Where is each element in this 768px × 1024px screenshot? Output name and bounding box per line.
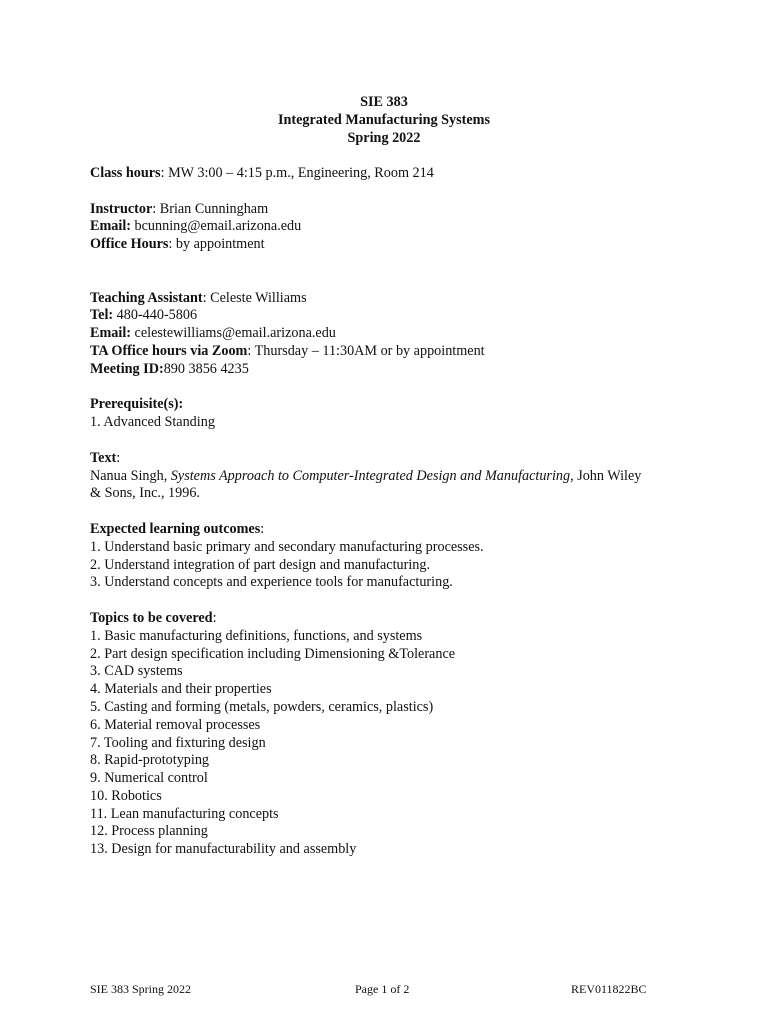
ta-email — [90, 325, 690, 343]
list-item: 11. Lean manufacturing concepts — [90, 805, 279, 822]
outcomes-label: Expected learning outcomes — [90, 520, 261, 537]
instructor-value: : Brian Cunningham — [152, 200, 269, 217]
ta-meeting-id — [90, 361, 690, 379]
textbook-title: Systems Approach to Computer-Integrated Design and Manufacturing — [170, 467, 571, 484]
list-item: 6. Material removal processes — [90, 716, 261, 733]
office-hours-value: : by appointment — [168, 236, 265, 253]
ta-zoom-hours — [90, 343, 690, 361]
list-item: 4. Materials and their properties — [90, 681, 272, 698]
instructor-email — [90, 218, 690, 236]
ta-tel — [90, 307, 690, 325]
ta-tel-value: 480-440-5806 — [113, 307, 198, 324]
list-item: 2. Understand integration of part design and manufacturing. — [90, 556, 431, 573]
ta-zoom-label: TA Office hours via Zoom — [90, 342, 248, 359]
list-item: 3. Understand concepts and experience tools for manufacturing. — [90, 574, 453, 591]
list-item: 8. Rapid-prototyping — [90, 752, 210, 769]
course-code: SIE 383 — [360, 94, 408, 110]
prereq-label: Prerequisite(s): — [90, 396, 184, 413]
list-item: 2. Part design specification including Dimensioning &Tolerance — [90, 645, 456, 662]
ta-value: : Celeste Williams — [202, 289, 307, 306]
prereq-item: 1. Advanced Standing — [90, 414, 215, 431]
textbook-publisher: , John Wiley — [570, 467, 642, 484]
ta-email-label: Email: — [90, 325, 131, 342]
document-header — [0, 93, 768, 147]
footer-revision: REV011822BC — [571, 982, 647, 996]
ta-tel-label: Tel: — [90, 307, 114, 324]
ta-meeting-label: Meeting ID: — [90, 360, 164, 377]
text-heading: Text: — [90, 449, 121, 466]
list-item: 7. Tooling and fixturing design — [90, 734, 266, 751]
ta-label: Teaching Assistant — [90, 289, 203, 306]
office-hours-label: Office Hours — [90, 236, 169, 253]
syllabus-body — [90, 165, 690, 859]
list-item: 9. Numerical control — [90, 770, 208, 787]
ta-email-value: celestewilliams@email.arizona.edu — [130, 325, 336, 342]
course-term: Spring 2022 — [347, 130, 421, 146]
ta-zoom-value: : Thursday – 11:30AM or by appointment — [247, 342, 485, 359]
textbook-line-1 — [90, 468, 690, 486]
instructor-office-hours — [90, 236, 690, 254]
list-item: 3. CAD systems — [90, 663, 183, 680]
course-title: Integrated Manufacturing Systems — [277, 112, 490, 128]
list-item: 5. Casting and forming (metals, powders, ceramics, plastics) — [90, 698, 434, 715]
list-item: 13. Design for manufacturability and assembly — [90, 841, 357, 858]
class-hours-label: Class hours — [90, 165, 161, 181]
textbook-author: Nanua Singh, — [90, 467, 171, 484]
instructor-name — [90, 201, 690, 219]
instructor-email-value: bcunning@email.arizona.edu — [130, 218, 302, 235]
outcomes-heading: Expected learning outcomes: — [90, 520, 265, 537]
class-hours-value: : MW 3:00 – 4:15 p.m., Engineering, Room 214 — [160, 165, 434, 181]
footer-course: SIE 383 Spring 2022 — [90, 982, 192, 996]
topics-label: Topics to be covered — [90, 609, 213, 626]
list-item: 1. Basic manufacturing definitions, functions, and systems — [90, 627, 423, 644]
instructor-label: Instructor — [90, 200, 153, 217]
prereq-heading — [90, 396, 690, 414]
text-label: Text — [90, 449, 117, 466]
ta-name — [90, 290, 690, 308]
ta-meeting-value: 890 3856 4235 — [163, 360, 249, 377]
list-item: 10. Robotics — [90, 787, 162, 804]
textbook-line-2: & Sons, Inc., 1996. — [90, 485, 200, 502]
topics-heading: Topics to be covered: — [90, 609, 217, 626]
footer-page-number: Page 1 of 2 — [355, 982, 410, 996]
class-hours — [90, 165, 690, 183]
instructor-email-label: Email: — [90, 218, 131, 235]
list-item: 12. Process planning — [90, 823, 208, 840]
list-item: 1. Understand basic primary and secondary manufacturing processes. — [90, 538, 484, 555]
